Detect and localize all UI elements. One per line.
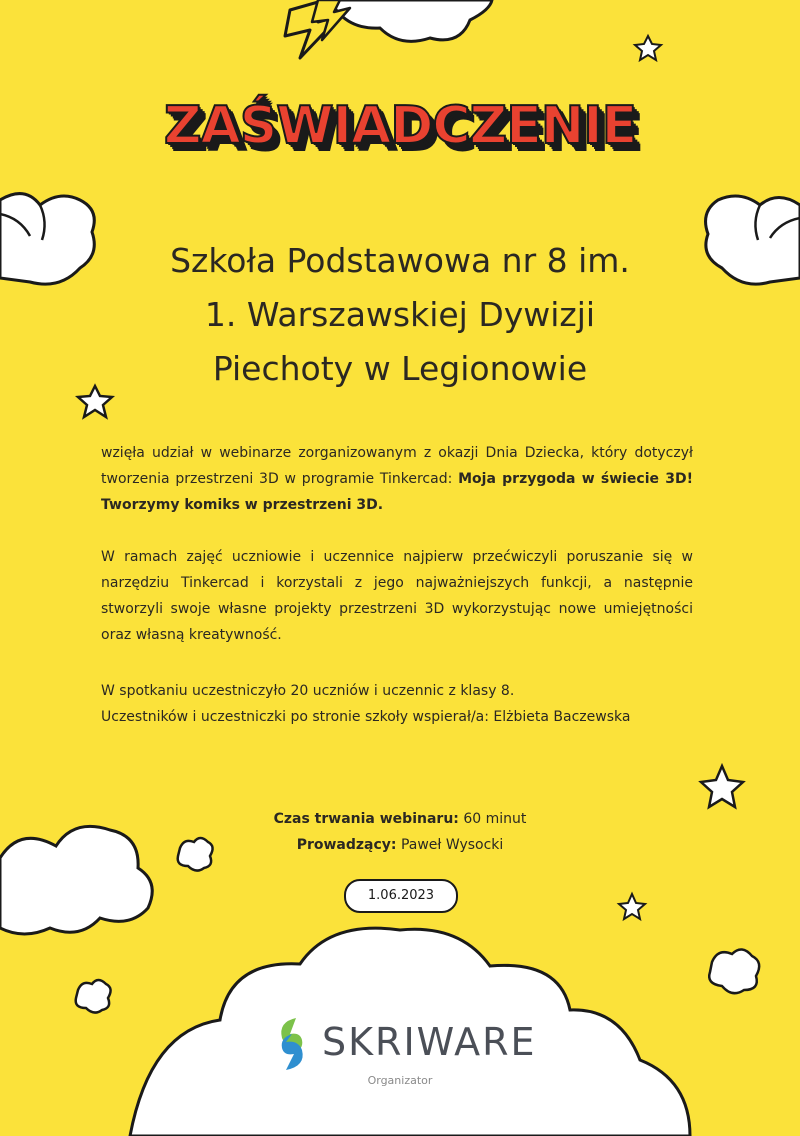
skriware-logo xyxy=(270,1014,540,1074)
duration-value: 60 minut xyxy=(463,811,527,827)
school-name xyxy=(90,234,710,396)
date-badge: 1.06.2023 xyxy=(344,879,458,913)
cloud-icon xyxy=(76,980,111,1013)
attendance-count: W spotkaniu uczestniczyło 20 uczniów i uczennic z klasy 8. xyxy=(101,683,515,699)
host-row xyxy=(0,832,800,858)
participation-text: wzięła udział w webinarze zorganizowanym z okazji Dnia Dziecka, który dotyczył tworzenia przestrzeni 3D w programie Tinkercad: xyxy=(101,445,693,487)
duration-row xyxy=(0,806,800,832)
activities-paragraph: W ramach zajęć uczniowie i uczennice najpierw przećwiczyli poruszanie się w narzędziu Tinkercad i korzystali z jego najważniejszych funkcji, a następnie stworzyli swoje własne projekty przestrzeni 3D wykorzystując nowe umiejętności oraz własną kreatywność. xyxy=(101,549,693,643)
school-name-line: Szkoła Podstawowa nr 8 im. xyxy=(170,241,630,280)
host-label: Prowadzący: xyxy=(296,837,397,853)
duration-label: Czas trwania webinaru: xyxy=(273,811,459,827)
top-cloud xyxy=(330,0,492,41)
cloud-icon xyxy=(709,949,759,993)
star-icon xyxy=(619,894,645,919)
school-support: Uczestników i uczestniczki po stronie szkoły wspierał/a: Elżbieta Baczewska xyxy=(101,709,631,725)
participation-paragraph xyxy=(101,440,693,518)
organizer-label: Organizator xyxy=(367,1074,433,1087)
cartoon-hand-icon xyxy=(0,194,94,285)
logo-wordmark: SKRIWARE xyxy=(322,1020,537,1064)
webinar-details xyxy=(0,806,800,858)
webinar-title: Moja przygoda w świecie 3D! Tworzymy komiks w przestrzeni 3D. xyxy=(101,471,693,513)
cartoon-hand-icon xyxy=(706,196,800,284)
star-icon xyxy=(635,36,661,60)
star-icon xyxy=(701,766,743,807)
certificate-title: ZAŚWIADCZENIE xyxy=(163,96,637,156)
school-name-line: 1. Warszawskiej Dywizji xyxy=(204,295,596,334)
school-name-line: Piechoty w Legionowie xyxy=(212,349,588,388)
attendance-paragraph xyxy=(101,678,693,730)
host-value: Paweł Wysocki xyxy=(400,837,504,853)
skriware-logo-icon xyxy=(272,1014,312,1074)
